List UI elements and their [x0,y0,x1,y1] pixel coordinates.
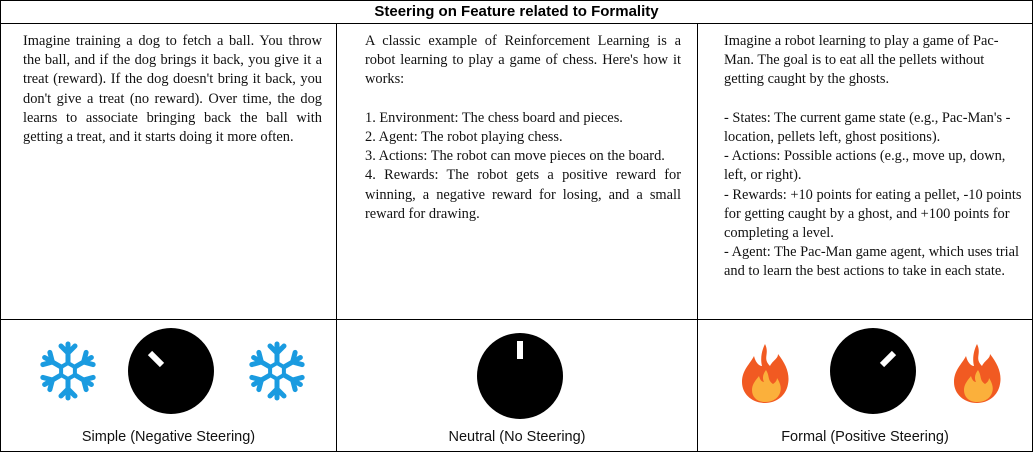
flame-icon [952,342,1002,404]
example-text-neutral: A classic example of Reinforcement Learning is a robot learning to play a game of chess. Here's how it works: 1. Environment: The chess board and pieces. 2. Agent: The robot playing chess. 3. Actions: The robot can move pieces on the board. 4. Rewards: The robot gets a positive reward for winning, a negative reward for losing, and a small reward for drawing. [337,24,697,320]
caption-neutral: Neutral (No Steering) [448,429,586,445]
icon-row-neutral [337,321,697,421]
icon-row-formal [698,321,1032,421]
example-text-formal: Imagine a robot learning to play a game of Pac-Man. The goal is to eat all the pellets without getting caught by the ghosts. - States: The current game state (e.g., Pac-Man's -location, pellets left, ghost positions). - Actions: Possible actions (e.g., move up, down, left, or right). - Rewards: +10 points for eating a pellet, -10 points for getting caught by a ghost, and +100 points for completing a level. - Agent: The Pac-Man game agent, which uses trial and to learn the best actions to take in each state. [698,24,1032,320]
column-neutral [337,24,698,451]
figure-title: Steering on Feature related to Formality [1,1,1032,24]
knob-icon [830,328,916,414]
snowflake-icon [38,341,98,401]
column-formal [698,24,1032,451]
icon-row-simple [1,321,336,421]
caption-formal: Formal (Positive Steering) [781,429,949,445]
snowflake-icon [247,341,307,401]
caption-simple: Simple (Negative Steering) [81,429,256,445]
knob-icon [477,333,563,419]
example-text-simple: Imagine training a dog to fetch a ball. You throw the ball, and if the dog brings it back, you give it a treat (reward). If the dog doesn't bring it back, you don't give a treat (no reward). Over time, the dog learns to associate bringing back the ball with getting a treat, and it starts doing it more often. [1,24,336,320]
flame-icon [740,342,790,404]
column-simple [1,24,337,451]
knob-icon [128,328,214,414]
